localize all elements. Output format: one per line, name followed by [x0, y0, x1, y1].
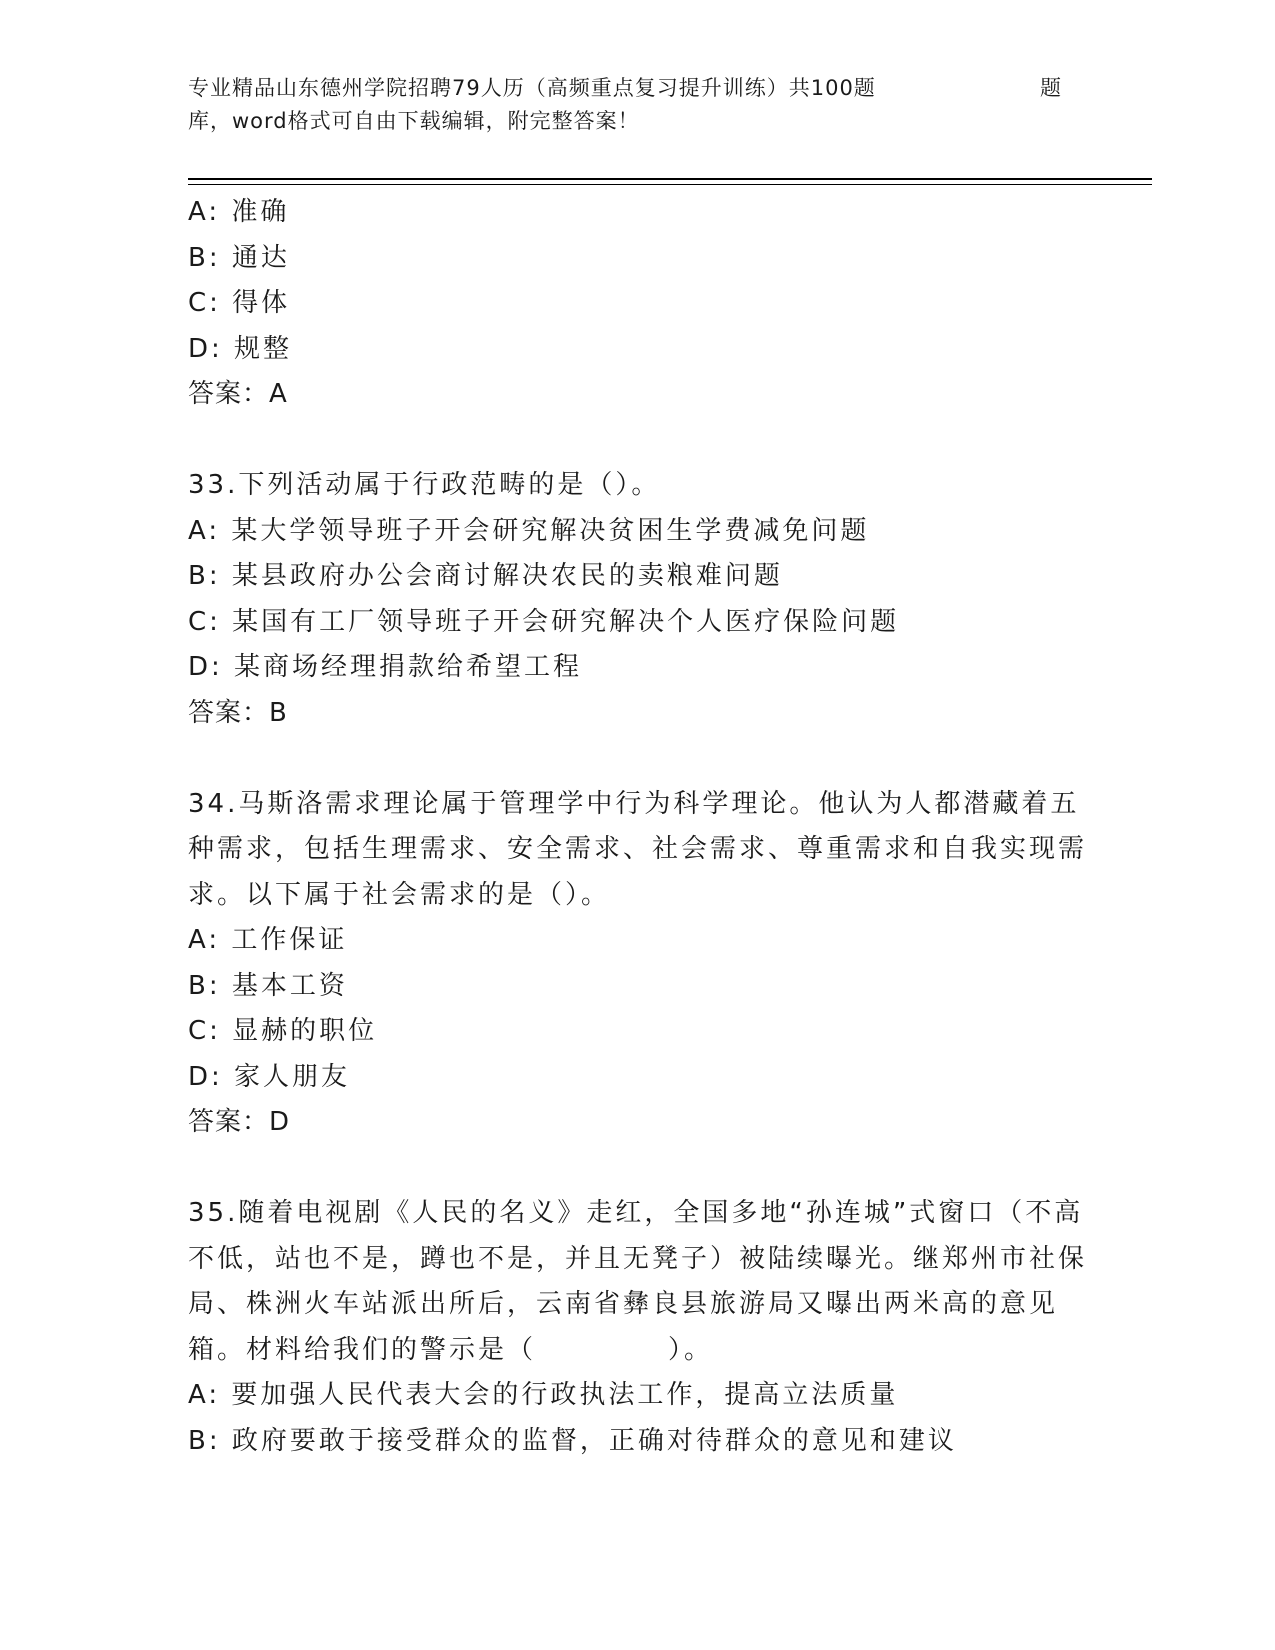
header-divider: [188, 178, 1152, 180]
answer-text: 答案：B: [188, 697, 288, 728]
question-block-34: [188, 782, 1088, 1146]
question-text-post: ）。: [668, 1334, 714, 1365]
question-block-33: [188, 463, 1088, 736]
question-text-pre: 35.随着电视剧《人民的名义》走红，全国多地“孙连城”式窗口（不高不低，站也不是，蹲也不是，并且无凳子）被陆续曝光。继郑州市社保局、株洲火车站派出所后，云南省彝良县旅游局又曝出两米高的意见箱。材料给我们的警示是（: [188, 1198, 1088, 1365]
header-line-1: [188, 72, 1068, 105]
question-text: [188, 1191, 1088, 1373]
answer-text: 答案：A: [188, 379, 288, 409]
option-d: D: 某商场经理捐款给希望工程: [188, 652, 583, 682]
option-d: D: 家人朋友: [188, 1061, 351, 1092]
questions-content: [188, 190, 1088, 1464]
option-c: C: 显赫的职位: [188, 1016, 378, 1046]
header-title: 专业精品山东德州学院招聘79人历（高频重点复习提升训练）共100题: [188, 76, 876, 100]
option-b: B: 通达: [188, 242, 290, 273]
spacer: [188, 736, 1088, 782]
option-a: A: 工作保证: [188, 925, 348, 955]
option-c: C: 某国有工厂领导班子开会研究解决个人医疗保险问题: [188, 606, 900, 637]
option-d: D: 规整: [188, 333, 293, 364]
page-header: [188, 72, 1068, 138]
question-text: 33.下列活动属于行政范畴的是（）。: [188, 470, 661, 500]
spacer: [188, 1146, 1088, 1192]
question-text: 34.马斯洛需求理论属于管理学中行为科学理论。他认为人都潜藏着五种需求，包括生理需求、安全需求、社会需求、尊重需求和自我实现需求。以下属于社会需求的是（）。: [188, 788, 1088, 910]
question-block-prev: [188, 190, 1088, 418]
option-a: A: 准确: [188, 197, 290, 227]
option-c: C: 得体: [188, 288, 291, 318]
answer-text: 答案：D: [188, 1107, 291, 1137]
option-a: A: 某大学领导班子开会研究解决贫困生学费减免问题: [188, 515, 870, 546]
option-b: B: 基本工资: [188, 970, 348, 1001]
option-b: B: 政府要敢于接受群众的监督，正确对待群众的意见和建议: [188, 1425, 957, 1456]
spacer: [188, 418, 1088, 464]
header-line-2: 库，word格式可自由下载编辑，附完整答案！: [188, 109, 640, 133]
option-a: A: 要加强人民代表大会的行政执法工作，提高立法质量: [188, 1380, 899, 1410]
header-divider-thin: [188, 184, 1152, 185]
header-title-tail: 题: [1040, 76, 1062, 100]
option-b: B: 某县政府办公会商讨解决农民的卖粮难问题: [188, 561, 783, 591]
question-block-35: [188, 1191, 1088, 1464]
